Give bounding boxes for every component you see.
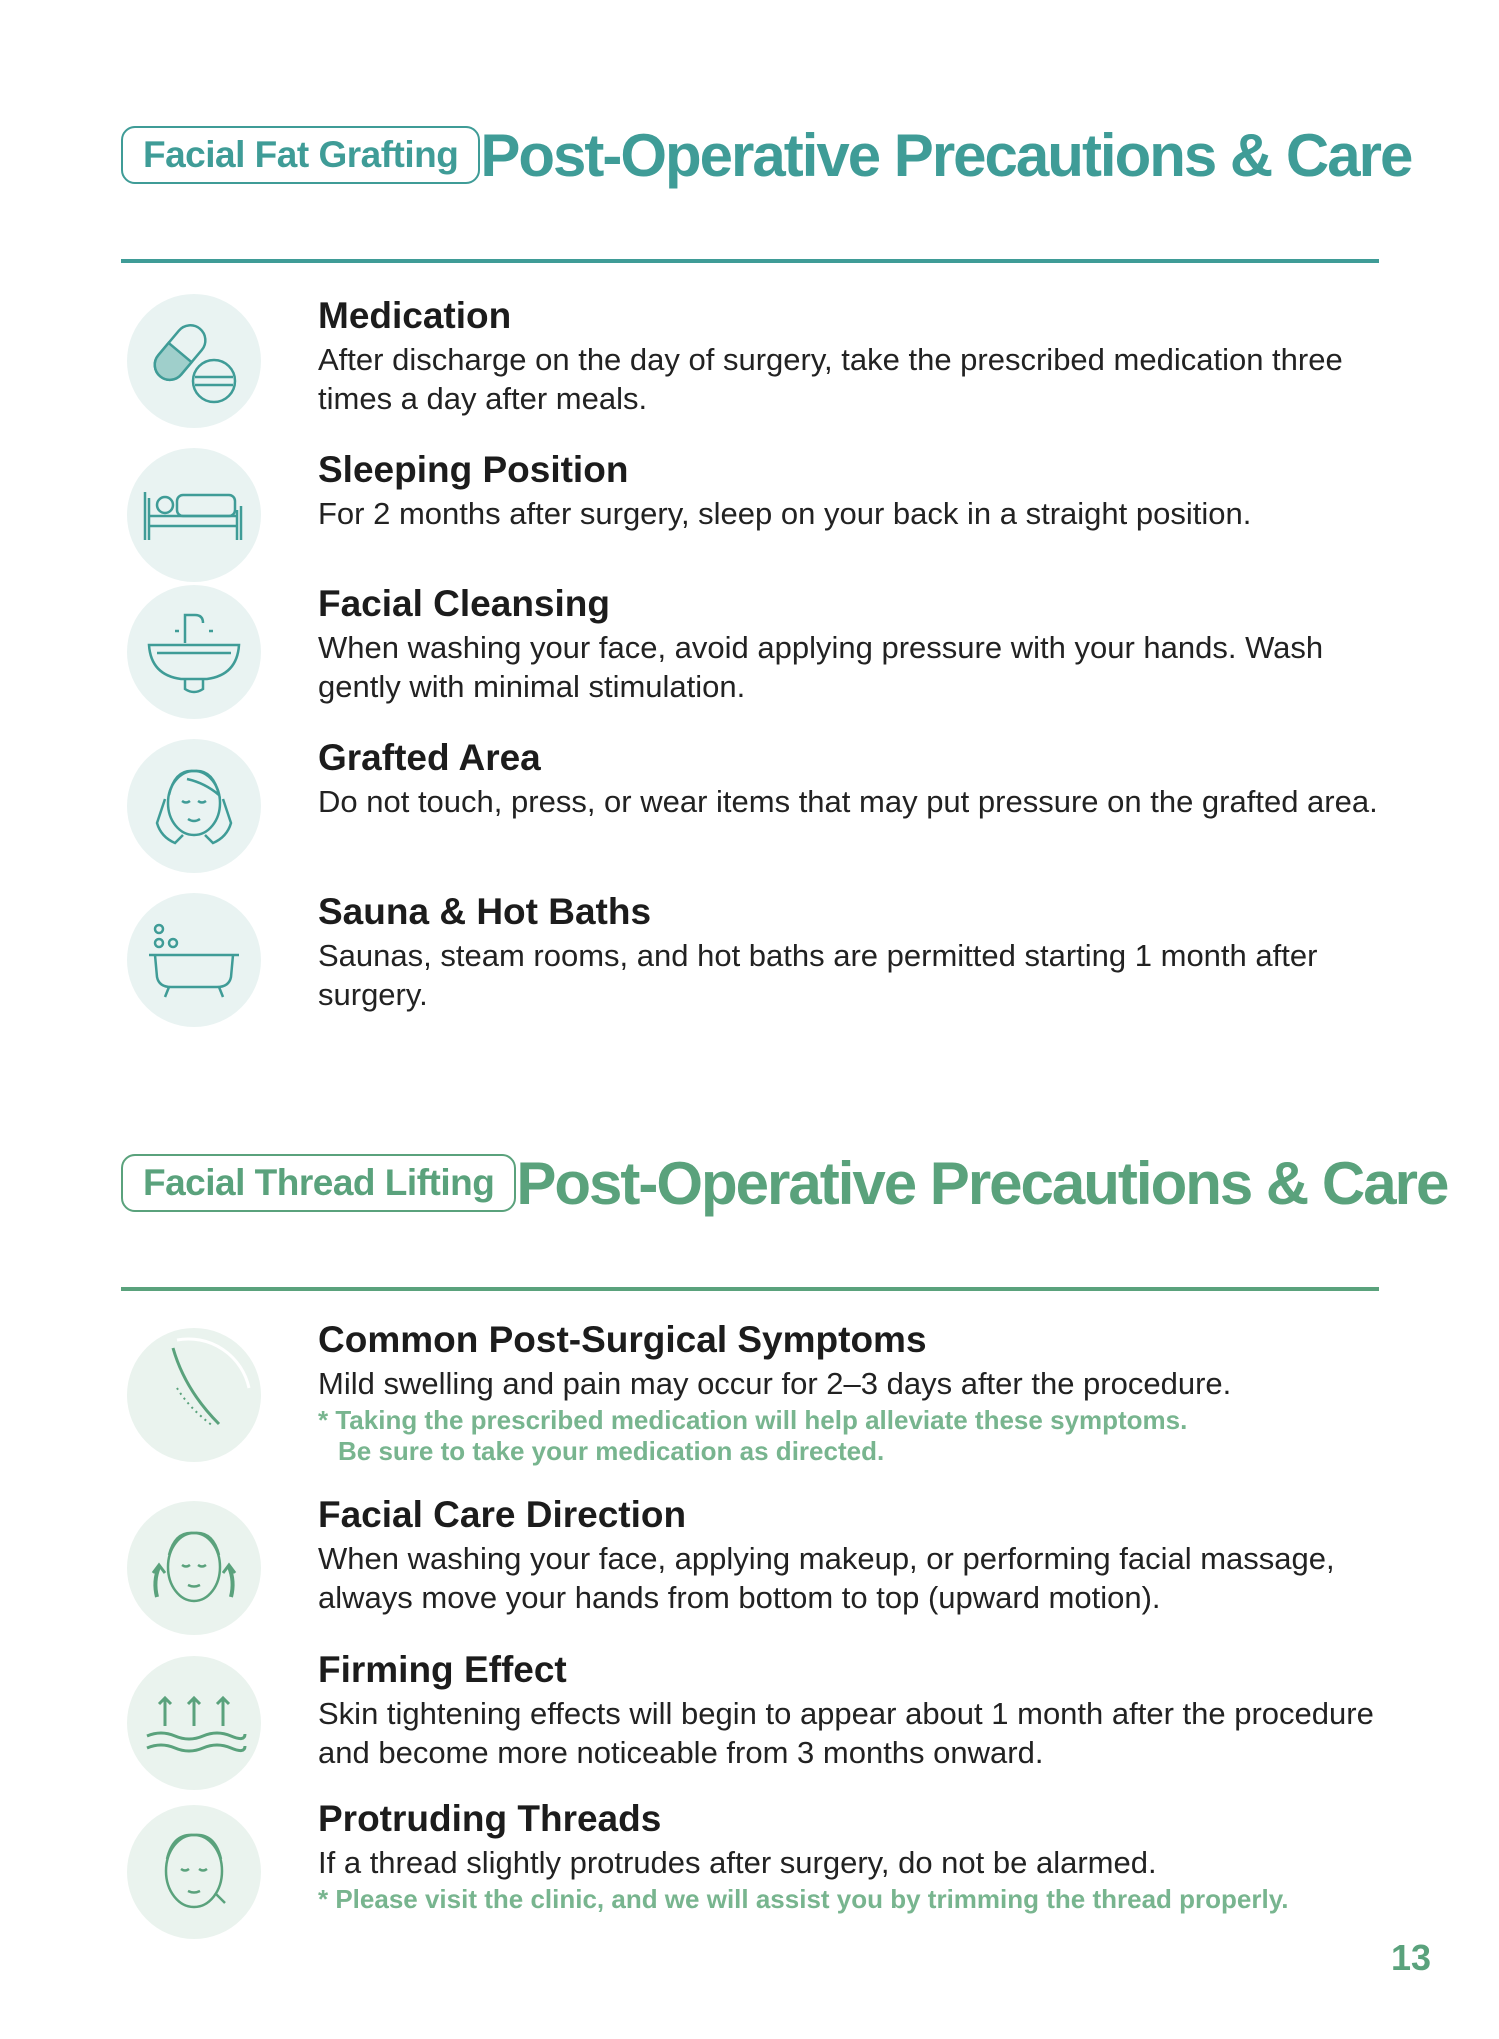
note-line: * Taking the prescribed medication will help alleviate these symptoms. [318,1405,1188,1435]
section-divider [121,259,1379,263]
firming-arrows-icon [127,1656,261,1790]
item-title: Grafted Area [318,737,541,778]
section-header [121,1143,1448,1223]
item-description: Saunas, steam rooms, and hot baths are permitted starting 1 month after surgery. [318,938,1318,1012]
item-description: Mild swelling and pain may occur for 2–3 days after the procedure. [318,1366,1232,1401]
item-description: For 2 months after surgery, sleep on your back in a straight position. [318,496,1252,531]
section-title: Post-Operative Precautions & Care [516,1149,1448,1217]
note-line: * Please visit the clinic, and we will assist you by trimming the thread properly. [318,1884,1289,1914]
item-description: When washing your face, applying makeup, or performing facial massage, always move your hands from bottom to top (upward motion). [318,1541,1335,1615]
item-note [318,1405,1378,1467]
face-upward-arrows-icon [127,1501,261,1635]
note-line: Be sure to take your medication as directed. [338,1436,885,1466]
face-thread-icon [127,1805,261,1939]
section-title: Post-Operative Precautions & Care [480,121,1412,189]
bed-icon [127,448,261,582]
item-description: If a thread slightly protrudes after surgery, do not be alarmed. [318,1845,1157,1880]
pill-capsule-icon [127,294,261,428]
item-description: Skin tightening effects will begin to appear about 1 month after the procedure and become more noticeable from 3 months onward. [318,1696,1374,1770]
section-badge: Facial Fat Grafting [121,126,480,184]
jawline-icon [127,1328,261,1462]
item-title: Facial Cleansing [318,583,610,624]
item-title: Common Post-Surgical Symptoms [318,1319,927,1360]
section-thread-lifting [121,1143,1448,1914]
item-description: Do not touch, press, or wear items that may put pressure on the grafted area. [318,784,1378,819]
item-title: Firming Effect [318,1649,567,1690]
section-badge: Facial Thread Lifting [121,1154,516,1212]
bathtub-icon [127,893,261,1027]
section-fat-grafting [121,115,1412,1012]
item-note [318,1884,1378,1915]
item-description: When washing your face, avoid applying pressure with your hands. Wash gently with minimal stimulation. [318,630,1324,704]
sink-icon [127,585,261,719]
section-divider [121,1287,1379,1291]
item-title: Protruding Threads [318,1798,662,1839]
item-title: Facial Care Direction [318,1494,687,1535]
page-number: 13 [1390,1937,1431,1978]
item-title: Medication [318,295,512,336]
item-title: Sauna & Hot Baths [318,891,652,932]
item-description: After discharge on the day of surgery, take the prescribed medication three times a day after meals. [318,342,1343,416]
face-hands-icon [127,739,261,873]
section-header [121,115,1412,195]
item-title: Sleeping Position [318,449,629,490]
